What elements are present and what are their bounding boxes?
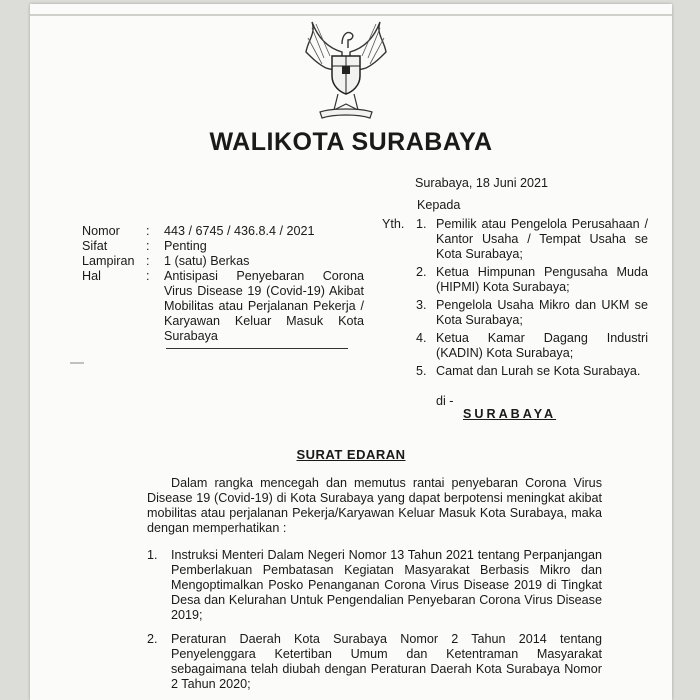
consideration-number: 2. — [147, 632, 158, 646]
meta-value: Antisipasi Penyebaran Corona Virus Disease 19 (Covid-19) Akibat Mobilitas atau Perjalanan Pekerja / Karyawan Keluar Masuk Kota Surabaya — [164, 269, 364, 343]
kepada-label: Kepada — [417, 198, 461, 212]
consideration-text: Instruksi Menteri Dalam Negeri Nomor 13 Tahun 2021 tentang Perpanjangan Pemberlakuan Pembatasan Kegiatan Masyarakat Berbasis Mikro dan Mengoptimalkan Posko Penanganan Corona Virus Disease 2019 di Tingkat Desa dan Kelurahan Untuk Pengendalian Penyebaran Corona Virus Disease 2019; — [171, 548, 602, 622]
di-label: di - — [436, 394, 454, 408]
scan-mark — [70, 362, 84, 364]
consideration-number: 1. — [147, 548, 158, 562]
garuda-emblem-icon — [298, 18, 394, 122]
consideration-list — [147, 548, 602, 700]
meta-value: Penting — [164, 239, 207, 253]
meta-colon: : — [146, 239, 150, 253]
meta-row-nomor — [82, 224, 364, 239]
addressee-item — [416, 364, 648, 379]
destination-city: SURABAYA — [463, 407, 557, 421]
meta-label: Nomor — [82, 224, 120, 238]
addressee-item — [416, 298, 648, 328]
meta-value: 443 / 6745 / 436.8.4 / 2021 — [164, 224, 315, 238]
consideration-item — [147, 632, 602, 692]
intro-paragraph: Dalam rangka mencegah dan memutus rantai penyebaran Corona Virus Disease 19 (Covid-19) di Kota Surabaya yang dapat berpotensi meningkat akibat mobilitas atau perjalanan Pekerja/Karyawan Keluar Masuk Kota Surabaya, maka dengan memperhatikan : — [147, 476, 602, 535]
addressee-text: Ketua Kamar Dagang Industri (KADIN) Kota Surabaya; — [436, 331, 648, 360]
addressee-number: 2. — [416, 265, 427, 279]
addressee-text: Camat dan Lurah se Kota Surabaya. — [436, 364, 641, 378]
addressee-text: Ketua Himpunan Pengusaha Muda (HIPMI) Kota Surabaya; — [436, 265, 648, 294]
letter-metadata — [82, 224, 364, 344]
meta-colon: : — [146, 254, 150, 268]
addressee-number: 3. — [416, 298, 427, 312]
addressee-item — [416, 217, 648, 262]
letter-date: Surabaya, 18 Juni 2021 — [415, 176, 549, 190]
meta-value: 1 (satu) Berkas — [164, 254, 250, 268]
consideration-item — [147, 548, 602, 623]
addressee-number: 4. — [416, 331, 427, 345]
document-page — [30, 4, 672, 700]
letter-subject: SURAT EDARAN — [296, 447, 406, 462]
addressee-list — [416, 217, 648, 382]
meta-row-sifat — [82, 239, 364, 254]
scan-edge-line — [30, 14, 672, 16]
meta-label: Hal — [82, 269, 101, 283]
addressee-item — [416, 265, 648, 295]
yth-label: Yth. — [382, 217, 405, 231]
meta-label: Sifat — [82, 239, 108, 253]
consideration-text: Peraturan Daerah Kota Surabaya Nomor 2 Tahun 2014 tentang Penyelenggara Ketertiban Umum dan Ketentraman Masyarakat sebagaimana telah diubah dengan Peraturan Daerah Kota Surabaya Nomor 2 Tahun 2020; — [171, 632, 602, 691]
meta-colon: : — [146, 269, 150, 283]
addressee-number: 1. — [416, 217, 427, 231]
meta-colon: : — [146, 224, 150, 238]
addressee-item — [416, 331, 648, 361]
addressee-text: Pemilik atau Pengelola Perusahaan / Kantor Usaha / Tempat Usaha se Kota Surabaya; — [436, 217, 648, 261]
addressee-text: Pengelola Usaha Mikro dan UKM se Kota Surabaya; — [436, 298, 648, 327]
meta-row-lampiran — [82, 254, 364, 269]
letterhead-title: WALIKOTA SURABAYA — [209, 128, 493, 156]
addressee-number: 5. — [416, 364, 427, 378]
meta-label: Lampiran — [82, 254, 135, 268]
subject-underline — [166, 348, 348, 349]
meta-row-hal — [82, 269, 364, 344]
